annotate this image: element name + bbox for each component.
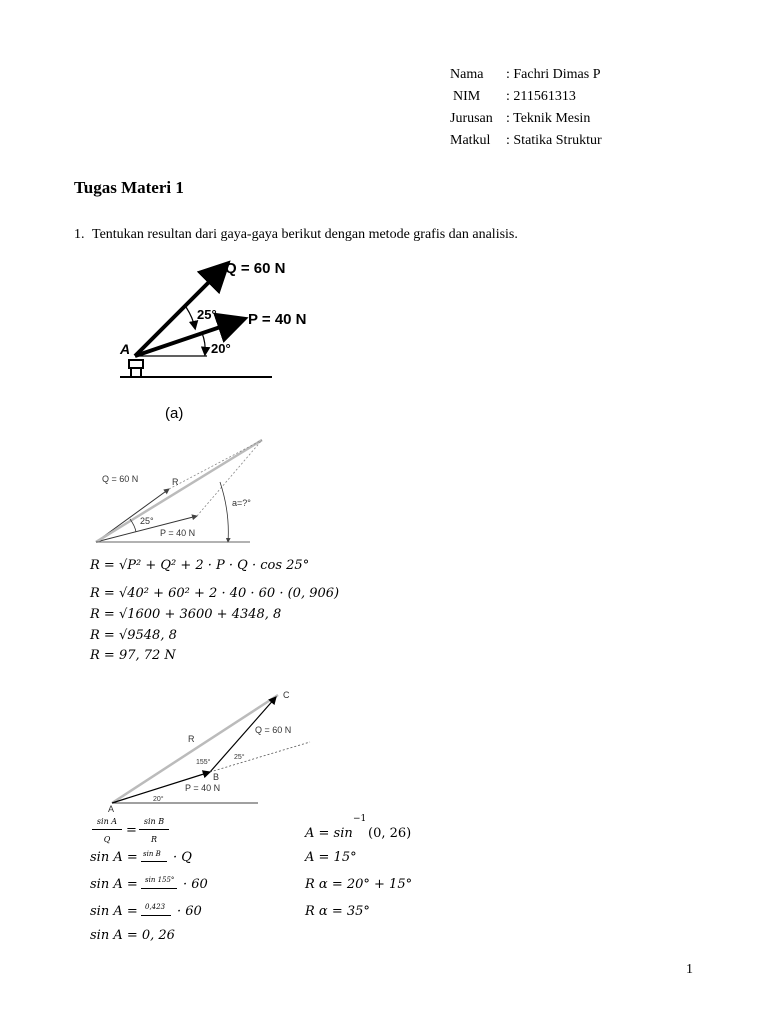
label-q: Q = 60 N — [102, 474, 139, 484]
arc-alpha — [220, 482, 228, 542]
equals-sign: = — [126, 823, 137, 838]
calc2-line3-prefix: sin A = — [90, 877, 138, 892]
calc1-line-1: R = √P² + Q² + 2 · P · Q · cos 25° — [90, 558, 310, 573]
arc-25 — [186, 307, 195, 328]
frac-right-den: R — [150, 835, 158, 844]
header-label-matkul: Matkul — [450, 133, 491, 148]
calc2-line2-prefix: sin A = — [90, 850, 138, 865]
arc-25 — [130, 519, 136, 532]
label-p: P = 40 N — [160, 528, 196, 538]
triangle-diagram — [100, 685, 330, 815]
header-value-nama: : Fachri Dimas P — [506, 67, 601, 82]
calc2-line4-fracline — [141, 915, 171, 916]
calc1-line-4: R = √9548, 8 — [90, 628, 177, 643]
label-c: C — [283, 690, 290, 700]
calc2-line5: sin A = 0, 26 — [90, 928, 175, 943]
arc-20 — [202, 333, 205, 354]
page-title: Tugas Materi 1 — [74, 178, 184, 197]
calc2-line2-suffix: · Q — [173, 850, 192, 865]
calc2-right4: R α = 35° — [305, 904, 370, 919]
calc2-right1-sup: −1 — [353, 814, 367, 824]
frac-left-line — [92, 829, 122, 830]
calc2-right3: R α = 20° + 15° — [305, 877, 413, 892]
dashed-right — [197, 440, 262, 516]
header-value-matkul: : Statika Struktur — [506, 133, 602, 148]
label-angle-25: 25° — [197, 307, 217, 322]
label-r: R — [188, 734, 195, 744]
label-angle-20: 20° — [211, 341, 231, 356]
calc2-line3-suffix: · 60 — [183, 877, 208, 892]
header-label-nim: NIM — [453, 89, 481, 104]
question-number: 1. — [74, 227, 85, 242]
label-p: P = 40 N — [185, 783, 221, 793]
support-block — [129, 360, 143, 368]
calc2-line3-fracline — [141, 888, 177, 889]
label-angle-20: 20° — [153, 796, 164, 803]
label-r: R — [172, 477, 179, 487]
resultant-r — [96, 440, 262, 542]
figure-a-caption: (a) — [165, 405, 184, 422]
calc2-line2-num: sin B — [143, 850, 161, 858]
label-angle: 25° — [140, 516, 154, 526]
calc1-line-2: R = √40² + 60² + 2 · 40 · 60 · (0, 906) — [90, 586, 340, 601]
frac-left-num: sin A — [96, 817, 118, 826]
extension-line — [210, 742, 310, 772]
header-value-jurusan: : Teknik Mesin — [506, 111, 591, 126]
label-b: B — [213, 772, 220, 782]
calc1-line-3: R = √1600 + 3600 + 4348, 8 — [90, 607, 282, 622]
calc2-right1-prefix: A = sin — [305, 826, 353, 841]
parallelogram-diagram — [90, 432, 280, 550]
calc2-line4-prefix: sin A = — [90, 904, 138, 919]
frac-left-den: Q — [103, 835, 111, 844]
frac-right-num: sin B — [143, 817, 165, 826]
calc2-line2-fracline — [141, 861, 167, 862]
label-q: Q = 60 N — [255, 725, 292, 735]
label-point-a: A — [120, 341, 131, 357]
calc1-line-5: R = 97, 72 N — [90, 648, 176, 663]
label-angle-25: 25° — [234, 754, 245, 761]
header-value-nim: : 211561313 — [506, 89, 576, 104]
figure-a-diagram — [115, 250, 330, 430]
header-label-jurusan: Jurusan — [450, 111, 493, 126]
page-number: 1 — [686, 962, 693, 977]
label-a: A — [108, 804, 115, 814]
question-text: Tentukan resultan dari gaya-gaya berikut dengan metode grafis dan analisis. — [92, 227, 518, 242]
calc2-line4-num: 0,423 — [145, 903, 166, 911]
label-p: P = 40 N — [248, 311, 307, 328]
calc2-right1-arg: (0, 26) — [368, 826, 412, 841]
label-angle-155: 155° — [196, 759, 211, 766]
frac-right-line — [139, 829, 169, 830]
calc2-line3-num: sin 155° — [145, 876, 175, 884]
label-q: Q = 60 N — [225, 260, 286, 277]
header-label-nama: Nama — [450, 67, 484, 82]
calc2-right2: A = 15° — [305, 850, 357, 865]
label-alpha: a=?° — [232, 498, 251, 508]
dashed-top — [169, 440, 262, 489]
calc2-line4-suffix: · 60 — [177, 904, 202, 919]
